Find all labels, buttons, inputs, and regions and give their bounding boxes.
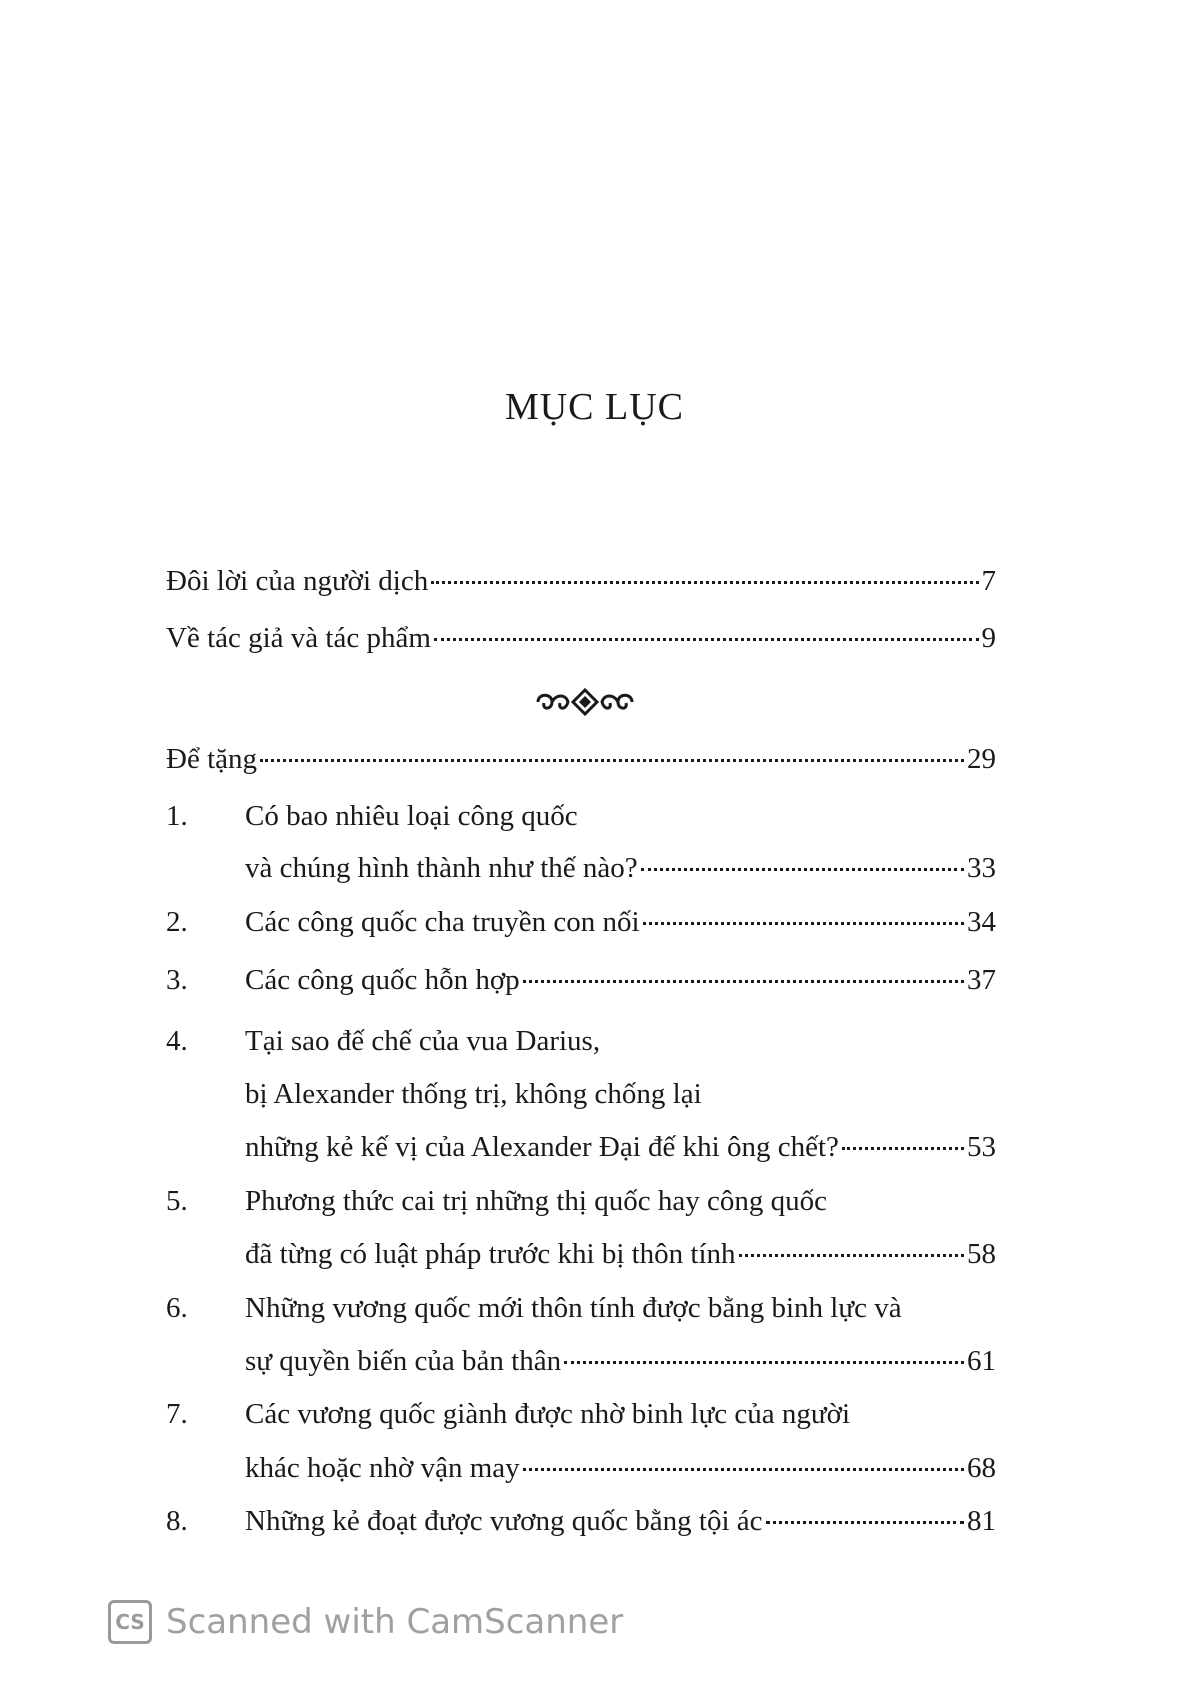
toc-entry-label: khác hoặc nhờ vận may (245, 1452, 520, 1484)
dot-leader (431, 581, 978, 584)
watermark-text: Scanned with CamScanner (166, 1602, 624, 1642)
chapter-number: 2. (166, 906, 188, 938)
toc-entry-translator-note (166, 565, 996, 598)
toc-entry-label: đã từng có luật pháp trước khi bị thôn tính (245, 1238, 736, 1270)
toc-entry-chapter-3 (245, 964, 996, 997)
dot-leader (523, 1468, 964, 1471)
chapter-number: 8. (166, 1505, 188, 1537)
toc-entry-label: Các công quốc cha truyền con nối (245, 906, 640, 938)
toc-entry-page: 7 (981, 565, 996, 597)
toc-entry-chapter-7 (245, 1452, 996, 1485)
toc-entry-label: và chúng hình thành như thế nào? (245, 852, 638, 884)
toc-entry-page: 81 (967, 1505, 996, 1537)
scanner-watermark (108, 1600, 623, 1644)
toc-entry-chapter-6 (245, 1345, 996, 1378)
chapter-number: 5. (166, 1185, 188, 1217)
toc-entry-page: 33 (967, 852, 996, 884)
chapter-title-line: bị Alexander thống trị, không chống lại (245, 1078, 702, 1110)
chapter-title-line: Các vương quốc giành được nhờ binh lực của người (245, 1398, 851, 1430)
chapter-title-line: Phương thức cai trị những thị quốc hay công quốc (245, 1185, 827, 1217)
toc-entry-page: 53 (967, 1131, 996, 1163)
toc-entry-page: 61 (967, 1345, 996, 1377)
toc-entry-chapter-1 (245, 852, 996, 885)
chapter-title-line: Tại sao đế chế của vua Darius, (245, 1025, 601, 1057)
camscanner-logo-icon: CS (108, 1600, 152, 1644)
toc-entry-label: Những kẻ đoạt được vương quốc bằng tội ác (245, 1505, 763, 1537)
toc-entry-page: 34 (967, 906, 996, 938)
toc-entry-page: 68 (967, 1452, 996, 1484)
chapter-title-line: Những vương quốc mới thôn tính được bằng binh lực và (245, 1292, 902, 1324)
toc-entry-page: 9 (981, 622, 996, 654)
chapter-title-line: Có bao nhiêu loại công quốc (245, 800, 578, 832)
toc-entry-label: sự quyền biến của bản thân (245, 1345, 562, 1377)
toc-entry-label: Các công quốc hỗn hợp (245, 964, 520, 996)
toc-entry-page: 29 (967, 743, 996, 775)
toc-entry-page: 37 (967, 964, 996, 996)
toc-entry-label: những kẻ kế vị của Alexander Đại đế khi ông chết? (245, 1131, 839, 1163)
dot-leader (641, 868, 964, 871)
toc-entry-dedication (166, 743, 996, 776)
toc-entry-label: Đôi lời của người dịch (166, 565, 429, 597)
dot-leader (434, 638, 979, 641)
dot-leader (766, 1521, 964, 1524)
ornament-divider-icon (530, 688, 640, 716)
dot-leader (523, 980, 964, 983)
page-title: MỤC LỤC (504, 386, 685, 428)
chapter-number: 3. (166, 964, 188, 996)
toc-entry-chapter-8 (245, 1505, 996, 1538)
toc-entry-chapter-5 (245, 1238, 996, 1271)
dot-leader (739, 1254, 964, 1257)
chapter-number: 7. (166, 1398, 188, 1430)
chapter-number: 6. (166, 1292, 188, 1324)
dot-leader (842, 1147, 964, 1150)
dot-leader (564, 1361, 964, 1364)
chapter-number: 4. (166, 1025, 188, 1057)
chapter-number: 1. (166, 800, 188, 832)
toc-entry-label: Về tác giả và tác phẩm (166, 622, 431, 654)
toc-entry-chapter-4 (245, 1131, 996, 1164)
toc-entry-about-author (166, 622, 996, 655)
dot-leader (260, 759, 964, 762)
toc-entry-chapter-2 (245, 906, 996, 939)
toc-entry-label: Để tặng (166, 743, 257, 775)
dot-leader (643, 922, 964, 925)
toc-entry-page: 58 (967, 1238, 996, 1270)
